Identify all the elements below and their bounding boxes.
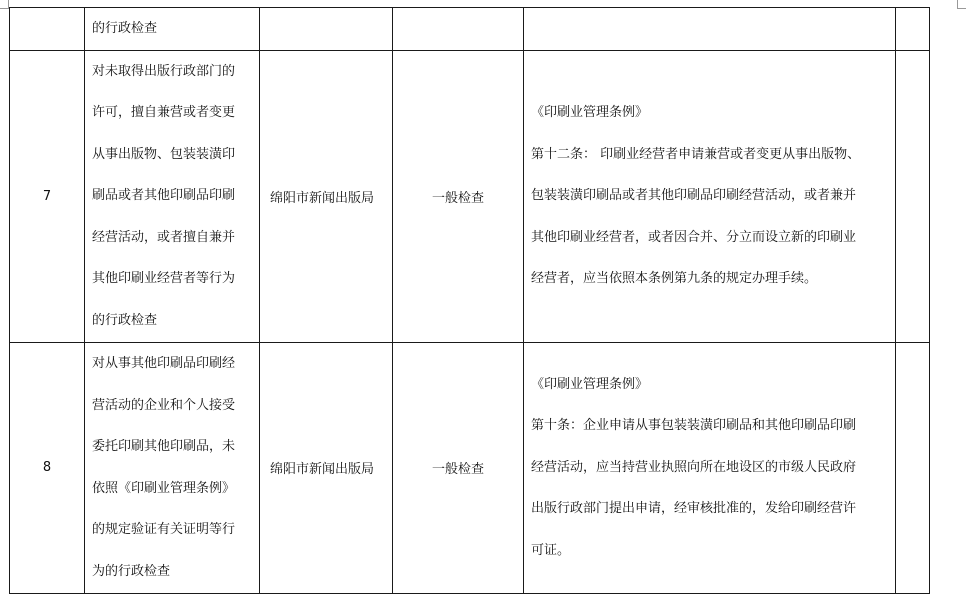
basis-line: 经营活动，应当持营业执照向所在地设区的市级人民政府 (531, 459, 857, 475)
matter-line: 许可，擅自兼营或者变更 (92, 105, 236, 121)
matter-line: 为的行政检查 (92, 563, 171, 579)
matter-line: 依照《印刷业管理条例》 (92, 480, 236, 496)
basis-line: 可证。 (531, 542, 571, 558)
matter-line: 其他印刷业经营者等行为 (92, 271, 236, 287)
remarks-cell (896, 342, 930, 593)
basis-line: 《印刷业管理条例》 (531, 105, 649, 121)
matter-line: 的行政检查 (92, 312, 158, 328)
inspection-table (9, 7, 930, 594)
matter-line: 对从事其他印刷品印刷经 (92, 356, 236, 371)
basis-line: 第十条：企业申请从事包装装潢印刷品和其他印刷品印刷 (531, 418, 857, 434)
basis-line: 出版行政部门提出申请，经审核批准的，发给印刷经营许 (531, 501, 857, 517)
table-row (10, 50, 930, 342)
matter-line: 从事出版物、包装装潢印 (92, 146, 236, 162)
remarks-cell (896, 50, 930, 342)
legal-basis-cell (524, 50, 896, 342)
page-corner-mark (0, 0, 9, 9)
inspection-table-body (10, 8, 930, 594)
department-cell: 绵阳市新闻出版局 (260, 342, 393, 593)
inspection-matter-cell (85, 342, 260, 593)
basis-line: 其他印刷业经营者，或者因合并、分立而设立新的印刷业 (531, 229, 857, 245)
legal-basis-cell (524, 342, 896, 593)
department-cell: 绵阳市新闻出版局 (260, 50, 393, 342)
matter-line: 营活动的企业和个人接受 (92, 397, 236, 413)
row-number-cell: 8 (10, 342, 85, 593)
inspection-matter-cell (85, 8, 260, 51)
page-corner-mark (957, 0, 966, 9)
matter-line: 经营活动，或者擅自兼并 (92, 229, 236, 245)
remarks-cell (896, 8, 930, 51)
inspection-matter-cell (85, 50, 260, 342)
matter-line: 委托印刷其他印刷品，未 (92, 439, 236, 454)
basis-line: 包装装潢印刷品或者其他印刷品印刷经营活动，或者兼并 (531, 188, 857, 204)
department-cell (260, 8, 393, 51)
inspection-category-cell: 一般检查 (393, 342, 524, 593)
matter-line: 刷品或者其他印刷品印刷 (92, 188, 236, 204)
matter-line: 的规定验证有关证明等行 (92, 522, 236, 537)
row-number-cell (10, 8, 85, 51)
matter-line: 对未取得出版行政部门的 (92, 63, 236, 79)
row-number-cell: 7 (10, 50, 85, 342)
inspection-category-cell (393, 8, 524, 51)
table-row (10, 8, 930, 51)
basis-line: 《印刷业管理条例》 (531, 376, 649, 392)
legal-basis-cell (524, 8, 896, 51)
basis-line: 第十二条： 印刷业经营者申请兼营或者变更从事出版物、 (531, 146, 861, 162)
matter-line: 的行政检查 (92, 21, 158, 36)
basis-line: 经营者，应当依照本条例第九条的规定办理手续。 (531, 271, 818, 287)
table-row (10, 342, 930, 593)
inspection-category-cell: 一般检查 (393, 50, 524, 342)
